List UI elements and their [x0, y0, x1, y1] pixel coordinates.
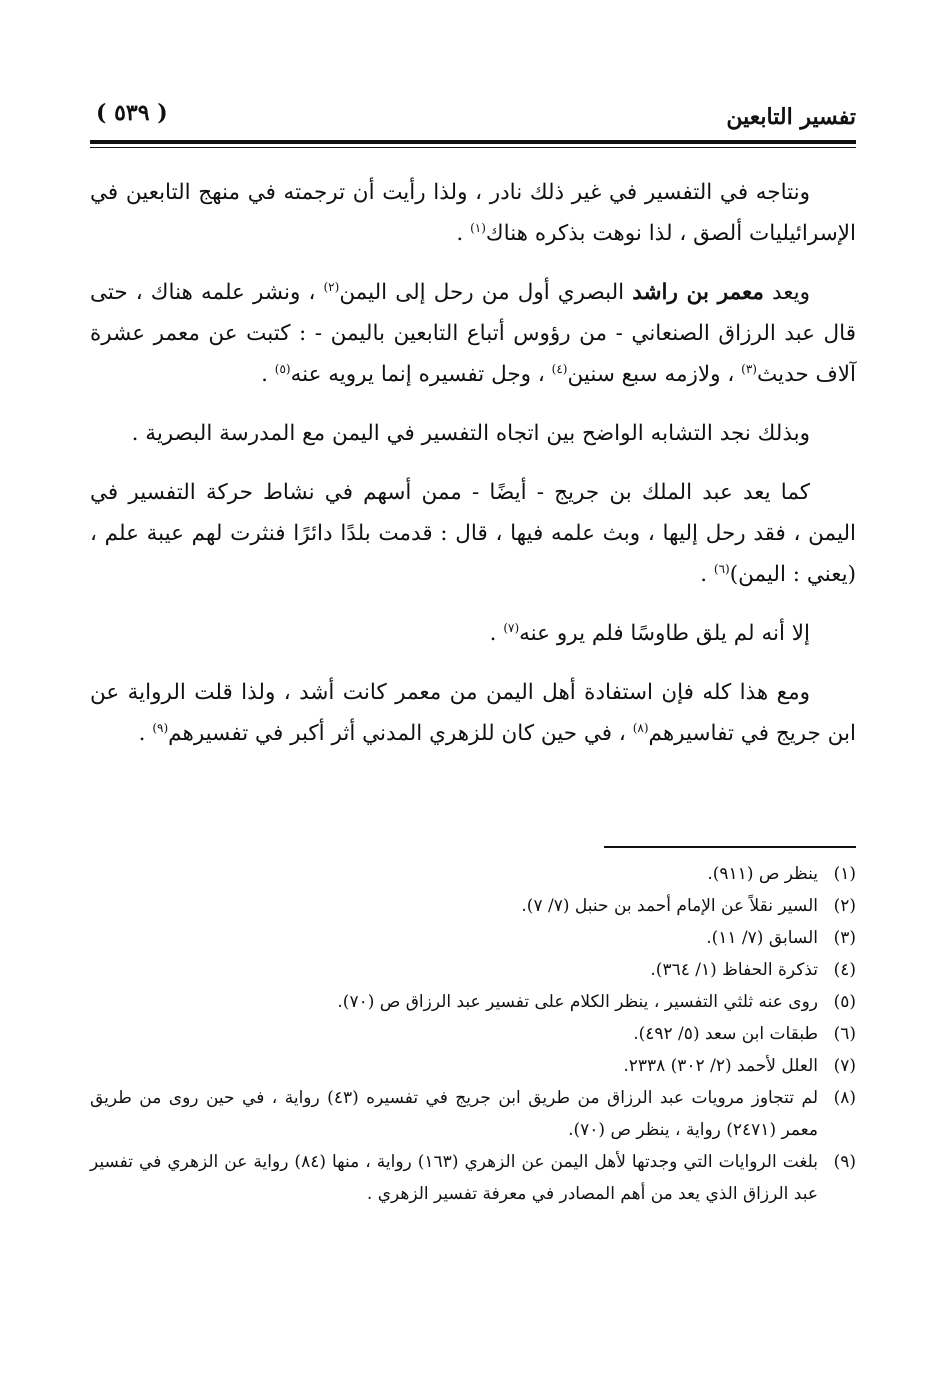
footnote-ref[interactable]: (٢)	[323, 279, 340, 294]
page-number: ( ٥٣٩ )	[96, 100, 168, 126]
paragraph-text: ، ونشر علمه هناك ، حتى قال عبد الرزاق الصنعاني - من رؤوس أتباع التابعين باليمن - : كتبت عن معمر عشرة آلاف حديث	[90, 280, 856, 387]
paragraph-text: ونتاجه في التفسير في غير ذلك نادر ، ولذا رأيت أن ترجمته في منهج التابعين في الإسرائيليات ألصق ، لذا نوهت بذكره هناك	[90, 180, 856, 246]
footnote-text: بلغت الروايات التي وجدتها لأهل اليمن عن الزهري (١٦٣) رواية ، منها (٨٤) رواية عن الزهري في تفسير عبد الرزاق الذي يعد من أهم المصادر في معرفة تفسير الزهري .	[90, 1152, 818, 1204]
paragraph-text: إلا أنه لم يلق طاوسًا فلم يرو عنه	[519, 621, 810, 646]
footnote	[90, 922, 856, 954]
footnote-text: السابق (٧/ ١١).	[706, 928, 818, 948]
paragraph-text: كما يعد عبد الملك بن جريج - أيضًا - ممن أسهم في نشاط حركة التفسير في اليمن ، فقد رحل إليها ، وبث علمه فيها ، قال : قدمت بلدًا دائرًا فنثرت لهم عيبة علم ، (يعني : اليمن)	[90, 480, 856, 587]
footnote-text: لم تتجاوز مرويات عبد الرزاق من طريق ابن جريج في تفسيره (٤٣) رواية ، في حين روى من طريق معمر (٢٤٧١) رواية ، ينظر ص (٧٠).	[90, 1088, 818, 1140]
header-rule-thin	[90, 147, 856, 148]
footnote-ref[interactable]: (٤)	[551, 361, 568, 376]
footnote-number: (١)	[833, 864, 856, 884]
main-text	[90, 172, 856, 772]
footnote	[90, 986, 856, 1018]
footnote	[90, 1082, 856, 1146]
footnote-number: (٢)	[833, 896, 856, 916]
paragraph	[90, 672, 856, 754]
paragraph-text: ويعد	[763, 280, 810, 305]
paragraph	[90, 613, 856, 654]
paragraph-text: .	[456, 221, 471, 246]
paragraph	[90, 172, 856, 254]
running-title: تفسير التابعين	[726, 104, 856, 130]
footnote	[90, 1018, 856, 1050]
footnote-ref[interactable]: (٧)	[503, 620, 520, 635]
footnotes	[90, 858, 856, 1210]
paragraph-text: وبذلك نجد التشابه الواضح بين اتجاه التفسير في اليمن مع المدرسة البصرية .	[131, 421, 810, 446]
header-rule	[90, 140, 856, 144]
paragraph-text: ، ولازمه سبع سنين	[567, 362, 742, 387]
footnote-separator	[604, 846, 856, 848]
paragraph	[90, 472, 856, 595]
footnote-number: (٩)	[833, 1152, 856, 1172]
footnote	[90, 1050, 856, 1082]
footnote-text: تذكرة الحفاظ (١/ ٣٦٤).	[650, 960, 818, 980]
paragraph-text: ومع هذا كله فإن استفادة أهل اليمن من معمر كانت أشد ، ولذا قلت الرواية عن ابن جريج في تفاسيرهم	[90, 680, 856, 746]
paragraph-text: .	[489, 621, 504, 646]
footnote-ref[interactable]: (١)	[470, 220, 486, 235]
footnote-number: (٥)	[833, 992, 856, 1012]
footnote	[90, 890, 856, 922]
paragraph-text: .	[261, 362, 275, 387]
page-header	[90, 100, 856, 146]
footnote-ref[interactable]: (٥)	[274, 361, 291, 376]
footnote-ref[interactable]: (٩)	[152, 720, 169, 735]
footnote-number: (٣)	[833, 928, 856, 948]
paragraph-text: .	[138, 721, 153, 746]
footnote-text: السير نقلاً عن الإمام أحمد بن حنبل (٧/ ٧).	[521, 896, 818, 916]
paragraph-text: .	[700, 562, 714, 587]
paragraph-text: ، وجل تفسيره إنما يرويه عنه	[290, 362, 552, 387]
footnote-text: روى عنه ثلثي التفسير ، ينظر الكلام على تفسير عبد الرزاق ص (٧٠).	[337, 992, 818, 1012]
footnote-text: طبقات ابن سعد (٥/ ٤٩٢).	[633, 1024, 818, 1044]
paragraph-text: البصري أول من رحل إلى اليمن	[339, 280, 633, 305]
footnote-ref[interactable]: (٨)	[632, 720, 649, 735]
paragraph-text: ، في حين كان للزهري المدني أثر أكبر في تفسيرهم	[168, 721, 633, 746]
footnote	[90, 954, 856, 986]
footnote-number: (٨)	[833, 1088, 856, 1108]
footnote	[90, 858, 856, 890]
footnote-number: (٦)	[833, 1024, 856, 1044]
footnote	[90, 1146, 856, 1210]
footnote-text: العلل لأحمد (٢/ ٣٠٢) ٢٣٣٨.	[623, 1056, 818, 1076]
footnote-text: ينظر ص (٩١١).	[707, 864, 818, 884]
footnote-number: (٤)	[833, 960, 856, 980]
footnote-number: (٧)	[833, 1056, 856, 1076]
paragraph	[90, 413, 856, 454]
paragraph	[90, 272, 856, 395]
bold-name: معمر بن راشد	[632, 280, 764, 305]
footnote-ref[interactable]: (٦)	[713, 561, 730, 576]
footnote-ref[interactable]: (٣)	[741, 361, 757, 376]
